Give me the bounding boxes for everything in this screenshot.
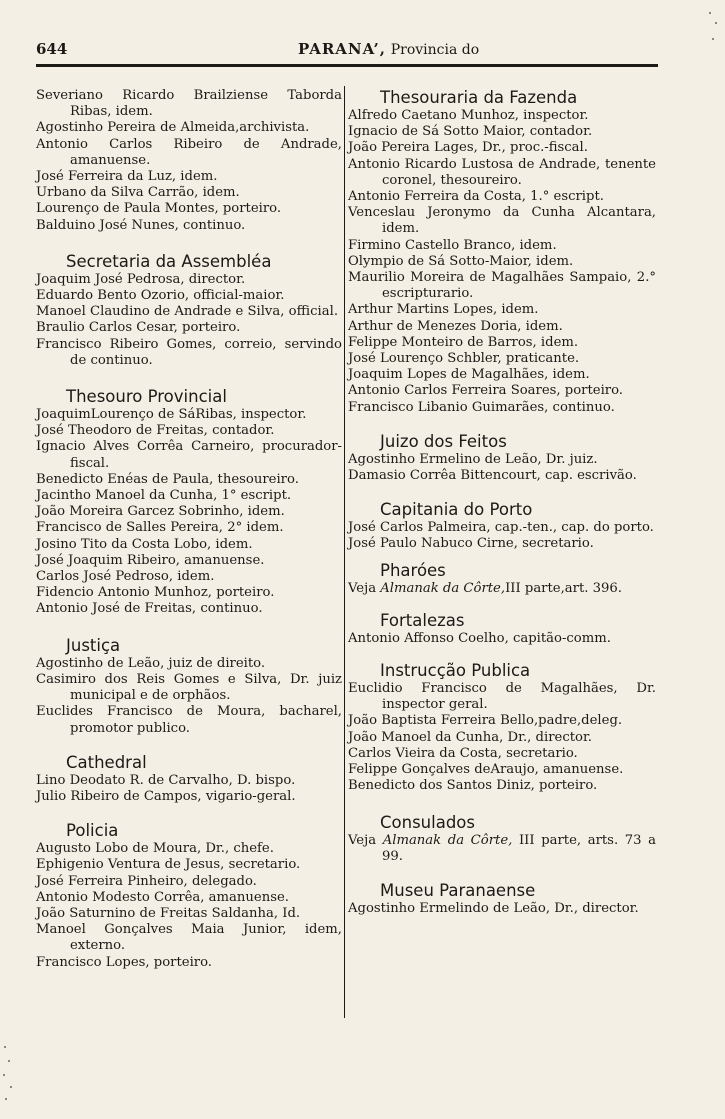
list-item: Braulio Carlos Cesar, porteiro. <box>36 320 241 336</box>
right-column <box>348 88 656 917</box>
list-item: Carlos Vieira da Costa, secretario. <box>348 745 578 761</box>
column-divider <box>344 86 345 1018</box>
section-heading-consulados: Consulados <box>380 812 475 832</box>
list-item: Joaquim Lopes de Magalhães, idem. <box>348 367 590 383</box>
section-heading-fortalezas: Fortalezas <box>380 610 465 630</box>
list-item: Antonio Affonso Coelho, capitão-comm. <box>348 630 611 646</box>
list-item: JoaquimLourenço de SáRibas, inspector. <box>36 407 307 423</box>
list-item: Ignacio Alves Corrêa Carneiro, procurador-fiscal. <box>36 439 342 471</box>
paper-specks-top <box>707 8 719 48</box>
running-title-subtitle: Provincia do <box>390 42 480 58</box>
header-rule <box>36 64 658 67</box>
section-heading-secretaria: Secretaria da Assembléa <box>66 251 272 271</box>
list-item <box>348 581 656 597</box>
list-item: João Pereira Lages, Dr., proc.-fiscal. <box>348 140 588 156</box>
left-column <box>36 88 342 971</box>
list-item: Joaquim José Pedrosa, director. <box>36 271 246 287</box>
list-item: João Baptista Ferreira Bello,padre,deleg. <box>348 713 623 729</box>
section-heading-cathedral: Cathedral <box>66 752 147 772</box>
list-item: Francisco Libanio Guimarães, continuo. <box>348 399 615 415</box>
section-heading-instruccao: Instrucção Publica <box>380 661 531 681</box>
list-item: José Ferreira da Luz, idem. <box>36 169 218 185</box>
list-item: Maurilio Moreira de Magalhães Sampaio, 2.° escripturario. <box>348 270 656 302</box>
list-item: Josino Tito da Costa Lobo, idem. <box>36 536 253 552</box>
section-heading-thesouro: Thesouro Provincial <box>66 387 227 407</box>
list-item: José Ferreira Pinheiro, delegado. <box>36 873 257 889</box>
almanak-reference: Almanak da Côrte, <box>380 580 506 596</box>
page-number: 644 <box>36 40 68 58</box>
list-item: Francisco de Salles Pereira, 2° idem. <box>36 520 284 536</box>
list-item: Balduino José Nunes, continuo. <box>36 217 246 233</box>
list-item: José Joaquim Ribeiro, amanuense. <box>36 552 265 568</box>
list-item: Lourenço de Paula Montes, porteiro. <box>36 201 282 217</box>
list-item: Urbano da Silva Carrão, idem. <box>36 185 240 201</box>
list-item: Antonio Ricardo Lustosa de Andrade, tenente coronel, thesoureiro. <box>348 156 656 188</box>
list-item: Jacintho Manoel da Cunha, 1° escript. <box>36 488 292 504</box>
section-heading-policia: Policia <box>66 821 119 841</box>
veja-text: Veja <box>348 580 377 596</box>
veja-text: Veja <box>348 832 377 848</box>
list-item: Casimiro dos Reis Gomes e Silva, Dr. juiz municipal e de orphãos. <box>36 671 342 704</box>
almanak-reference: Almanak da Côrte, <box>382 832 513 848</box>
list-item: Francisco Lopes, porteiro. <box>36 954 213 970</box>
list-item: Carlos José Pedroso, idem. <box>36 569 215 585</box>
list-item: Damasio Corrêa Bittencourt, cap. escrivão. <box>348 468 637 484</box>
list-item <box>348 833 656 865</box>
list-item: Eduardo Bento Ozorio, official-maior. <box>36 288 285 304</box>
list-item: Benedicto Enéas de Paula, thesoureiro. <box>36 471 299 487</box>
reference-detail: III parte,art. 396. <box>505 580 622 596</box>
list-item: Arthur Martins Lopes, idem. <box>348 302 539 318</box>
list-item: Manoel Gonçalves Maia Junior, idem, externo. <box>36 922 342 954</box>
list-item: Euclides Francisco de Moura, bacharel, promotor publico. <box>36 704 342 736</box>
list-item: Euclidio Francisco de Magalhães, Dr. inspector geral. <box>348 681 656 713</box>
reference-detail: III parte, arts. 73 a 99. <box>382 832 657 864</box>
list-item: José Carlos Palmeira, cap.-ten., cap. do porto. <box>348 520 654 536</box>
list-item: Agostinho Pereira de Almeida,archivista. <box>36 120 310 136</box>
section-heading-thesouraria: Thesouraria da Fazenda <box>380 88 578 107</box>
list-item: José Theodoro de Freitas, contador. <box>36 423 275 439</box>
list-item: Antonio Modesto Corrêa, amanuense. <box>36 889 289 905</box>
list-item: Augusto Lobo de Moura, Dr., chefe. <box>36 841 274 857</box>
section-heading-pharoes: Pharóes <box>380 560 446 580</box>
list-item: Arthur de Menezes Doria, idem. <box>348 318 563 334</box>
section-heading-justica: Justiça <box>66 635 121 655</box>
list-item: Alfredo Caetano Munhoz, inspector. <box>348 108 589 123</box>
list-item: Antonio José de Freitas, continuo. <box>36 601 263 617</box>
list-item: Agostinho Ermelindo de Leão, Dr., director. <box>348 900 639 916</box>
list-item: Ignacio de Sá Sotto Maior, contador. <box>348 124 593 140</box>
list-item: João Saturnino de Freitas Saldanha, Id. <box>36 905 301 921</box>
list-item: Antonio Carlos Ribeiro de Andrade, amanuense. <box>36 136 342 168</box>
list-item: Benedicto dos Santos Diniz, porteiro. <box>348 778 598 794</box>
list-item: José Lourenço Schbler, praticante. <box>348 351 580 367</box>
list-item: João Moreira Garcez Sobrinho, idem. <box>36 504 285 520</box>
list-item: João Manoel da Cunha, Dr., director. <box>348 729 592 745</box>
list-item: Manoel Claudino de Andrade e Silva, official. <box>36 304 339 320</box>
list-item: Fidencio Antonio Munhoz, porteiro. <box>36 585 275 601</box>
list-item: Antonio Ferreira da Costa, 1.° escript. <box>348 189 604 205</box>
list-item: Lino Deodato R. de Carvalho, D. bispo. <box>36 772 296 788</box>
list-item: Francisco Ribeiro Gomes, correio, servindo de continuo. <box>36 336 342 368</box>
paper-specks-left <box>2 1040 16 1110</box>
list-item: Severiano Ricardo Brailziense Taborda Ribas, idem. <box>36 88 342 120</box>
list-item: Firmino Castello Branco, idem. <box>348 237 557 253</box>
list-item: Olympio de Sá Sotto-Maior, idem. <box>348 253 574 269</box>
list-item: José Paulo Nabuco Cirne, secretario. <box>348 536 594 552</box>
list-item: Julio Ribeiro de Campos, vigario-geral. <box>36 788 296 804</box>
list-item: Felippe Monteiro de Barros, idem. <box>348 334 579 350</box>
list-item: Felippe Gonçalves deAraujo, amanuense. <box>348 762 624 778</box>
section-heading-museu: Museu Paranaense <box>380 880 536 900</box>
running-title <box>298 40 479 58</box>
running-title-province: PARANA’, <box>298 40 386 58</box>
page-header <box>36 40 656 62</box>
list-item: Agostinho Ermelino de Leão, Dr. juiz. <box>348 451 598 467</box>
section-heading-capitania: Capitania do Porto <box>380 500 533 520</box>
list-item: Ephigenio Ventura de Jesus, secretario. <box>36 857 301 873</box>
list-item: Antonio Carlos Ferreira Soares, porteiro. <box>348 383 623 399</box>
section-heading-juizo: Juizo dos Feitos <box>380 431 507 451</box>
list-item: Agostinho de Leão, juiz de direito. <box>36 655 266 671</box>
list-item: Venceslau Jeronymo da Cunha Alcantara, idem. <box>348 205 656 237</box>
